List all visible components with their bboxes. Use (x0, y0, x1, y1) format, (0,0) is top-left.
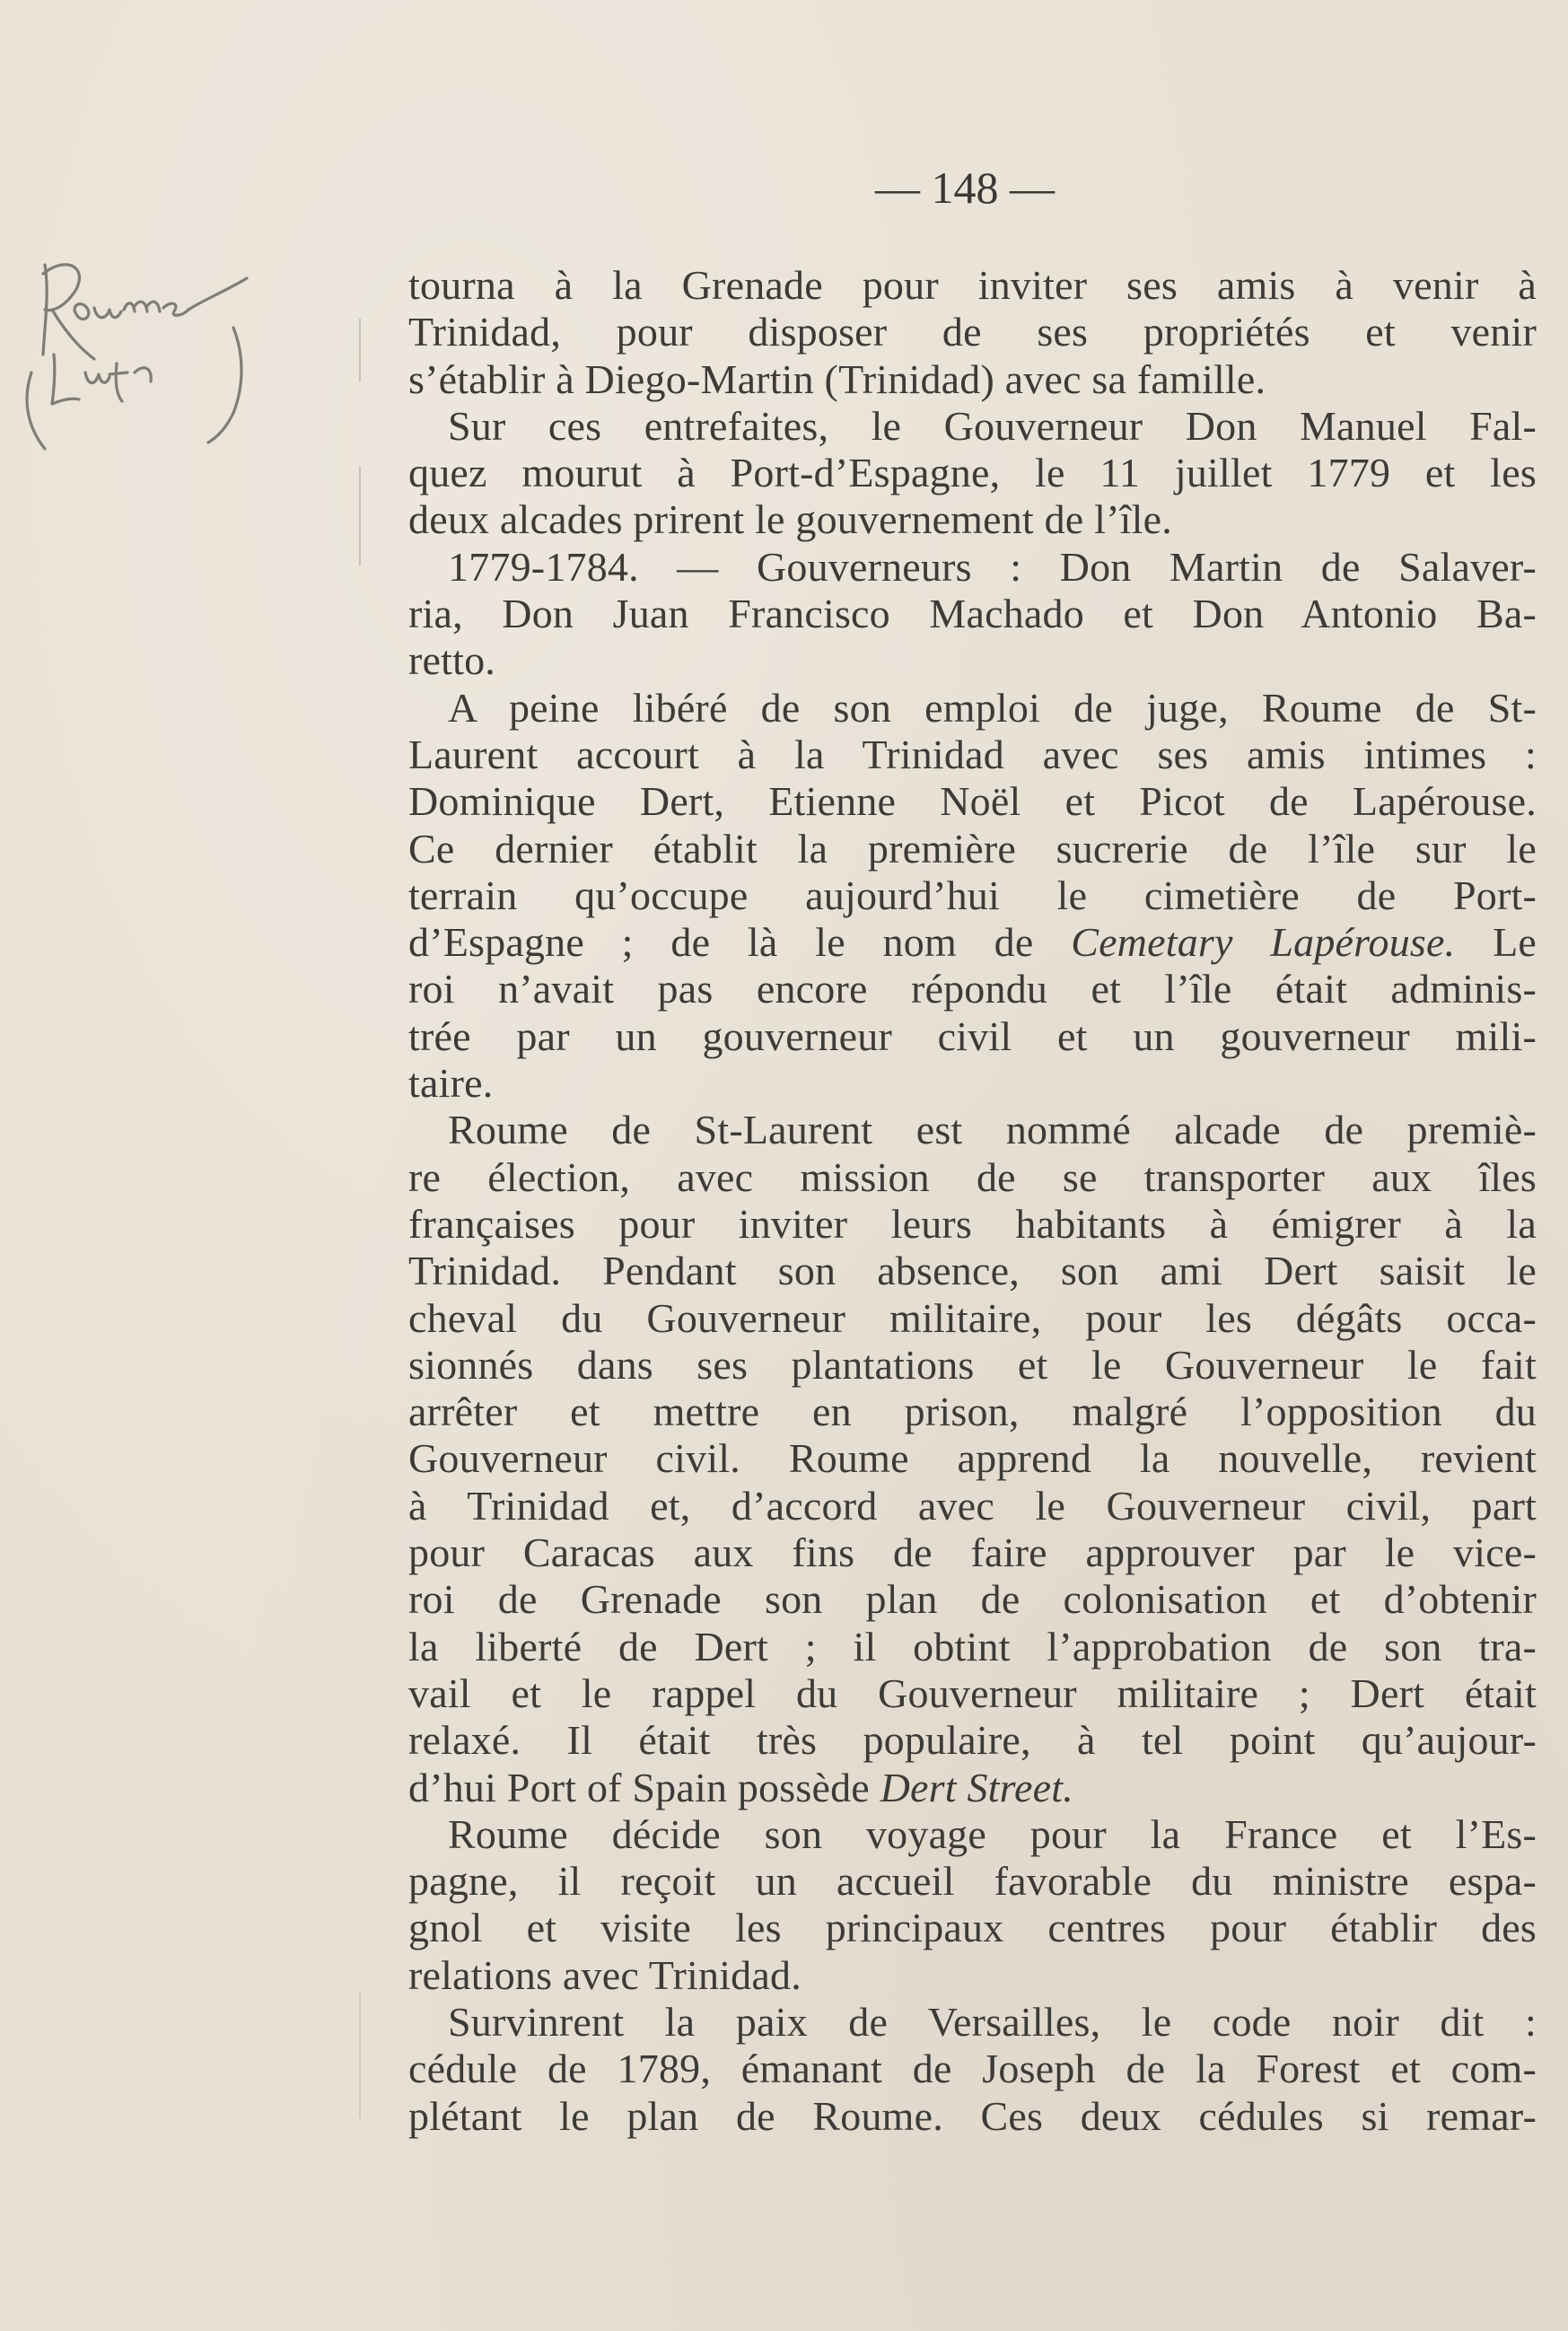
page-number: — 148 — (875, 162, 1055, 213)
text-line: la liberté de Dert ; il obtint l’approbation de son tra- (408, 1623, 1537, 1669)
text-run: d’Espagne ; de là le nom de (408, 919, 1072, 966)
margin-rule-mark (359, 1993, 361, 2118)
text-line: Dominique Dert, Etienne Noël et Picot de Lapérouse. (408, 778, 1537, 825)
body-text (408, 262, 1537, 2140)
text-line: relaxé. Il était très populaire, à tel point qu’aujour- (408, 1717, 1537, 1764)
italic-text: Dert Street. (880, 1764, 1073, 1810)
text-line: Laurent accourt à la Trinidad avec ses amis intimes : (408, 731, 1537, 777)
text-line: terrain qu’occupe aujourd’hui le cimetière de Port- (408, 872, 1537, 918)
text-run: Le (1455, 919, 1537, 966)
text-line: s’établir à Diego-Martin (Trinidad) avec sa famille. (408, 355, 1266, 402)
margin-rule-mark (359, 467, 361, 565)
text-line: à Trinidad et, d’accord avec le Gouverneur civil, part (408, 1482, 1537, 1529)
text-line: A peine libéré de son emploi de juge, Roume de St- (448, 684, 1537, 731)
text-line: taire. (408, 1060, 494, 1107)
text-line: vail et le rappel du Gouverneur militaire ; Dert était (408, 1669, 1537, 1716)
text-line: Trinidad, pour disposer de ses propriétés et venir (408, 309, 1537, 355)
text-line: 1779-1784. — Gouverneurs : Don Martin de Salaver- (448, 543, 1537, 590)
text-line: retto. (408, 637, 495, 684)
handwritten-margin-note (9, 238, 278, 462)
text-line: trée par un gouverneur civil et un gouverneur mili- (408, 1012, 1537, 1059)
text-line: Ce dernier établit la première sucrerie de l’île sur le (408, 825, 1537, 872)
text-line: ria, Don Juan Francisco Machado et Don Antonio Ba- (408, 591, 1537, 637)
handwriting-scribble-icon (9, 238, 278, 462)
text-line (408, 1765, 1537, 1811)
text-line: tourna à la Grenade pour inviter ses amis à venir à (408, 262, 1537, 308)
text-line: arrêter et mettre en prison, malgré l’opposition du (408, 1389, 1537, 1435)
text-line: re élection, avec mission de se transporter aux îles (408, 1153, 1537, 1200)
text-line: Roume décide son voyage pour la France et l’Es- (448, 1810, 1537, 1857)
text-line: Sur ces entrefaites, le Gouverneur Don Manuel Fal- (448, 402, 1537, 449)
text-line: Trinidad. Pendant son absence, son ami Dert saisit le (408, 1248, 1537, 1294)
text-line: pour Caracas aux fins de faire approuver par le vice- (408, 1529, 1537, 1576)
text-line: cheval du Gouverneur militaire, pour les dégâts occa- (408, 1294, 1537, 1341)
margin-rule-mark (359, 319, 361, 381)
text-run: d’hui Port of Spain possède (408, 1764, 880, 1810)
text-line: françaises pour inviter leurs habitants à émigrer à la (408, 1200, 1537, 1247)
text-line: roi de Grenade son plan de colonisation et d’obtenir (408, 1576, 1537, 1623)
text-line: deux alcades prirent le gouvernement de l’île. (408, 496, 1172, 543)
text-line: Survinrent la paix de Versailles, le code noir dit : (448, 1998, 1537, 2045)
text-line (408, 919, 1537, 966)
text-line: pagne, il reçoit un accueil favorable du ministre espa- (408, 1858, 1537, 1905)
text-line: quez mourut à Port-d’Espagne, le 11 juillet 1779 et les (408, 450, 1537, 496)
text-line: sionnés dans ses plantations et le Gouverneur le fait (408, 1341, 1537, 1388)
text-line: Gouverneur civil. Roume apprend la nouvelle, revient (408, 1435, 1537, 1482)
italic-text: Cemetary Lapérouse. (1071, 919, 1456, 966)
text-line: gnol et visite les principaux centres pour établir des (408, 1905, 1537, 1951)
text-line: plétant le plan de Roume. Ces deux cédules si remar- (408, 2092, 1537, 2139)
text-line: cédule de 1789, émanant de Joseph de la Forest et com- (408, 2046, 1537, 2092)
text-line: Roume de St-Laurent est nommé alcade de premiè- (448, 1107, 1537, 1153)
text-line: relations avec Trinidad. (408, 1951, 802, 1998)
text-line: roi n’avait pas encore répondu et l’île était adminis- (408, 966, 1537, 1012)
